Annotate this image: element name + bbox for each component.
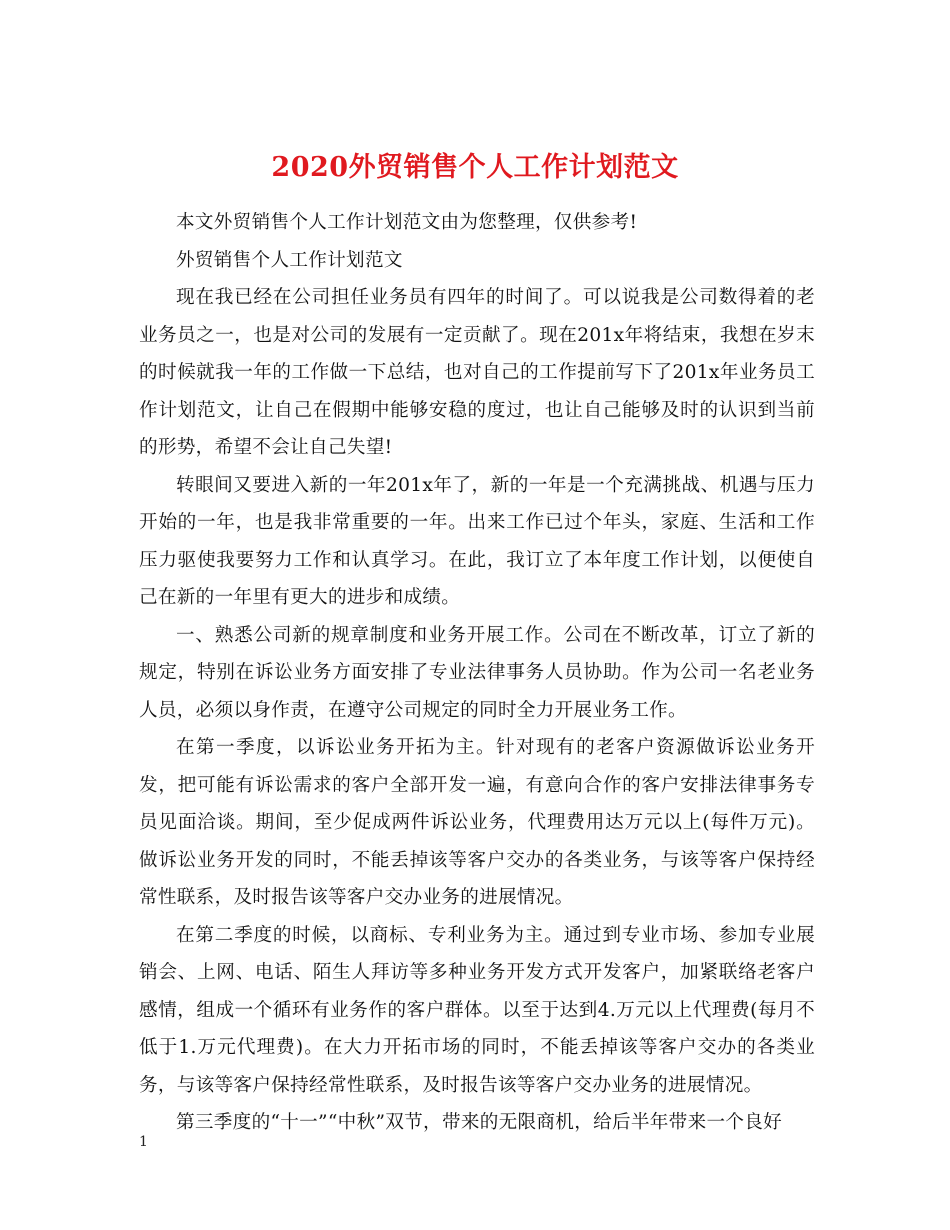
body-paragraph: 第三季度的“十一”“中秋”双节，带来的无限商机，给后半年带来一个良好 xyxy=(176,1112,783,1133)
body-paragraph: 一、熟悉公司新的规章制度和业务开展工作。公司在不断改革，订立了新的规定，特别在诉讼业务方面安排了专业法律事务人员协助。作为公司一名老业务人员，必须以身作责，在遵守公司规定的同时全力开展业务工作。 xyxy=(139,624,815,721)
document-title: 2020外贸销售个人工作计划范文 xyxy=(271,152,679,184)
document-body xyxy=(139,204,815,1142)
body-paragraph: 在第一季度，以诉讼业务开拓为主。针对现有的老客户资源做诉讼业务开发，把可能有诉讼需求的客户全部开发一遍，有意向合作的客户安排法律事务专员见面洽谈。期间，至少促成两件诉讼业务，代理费用达万元以上(每件万元)。做诉讼业务开发的同时，不能丢掉该等客户交办的各类业务，与该等客户保持经常性联系，及时报告该等客户交办业务的进展情况。 xyxy=(139,737,815,908)
page-number: 1 xyxy=(139,1134,148,1150)
intro-paragraph: 本文外贸销售个人工作计划范文由为您整理，仅供参考! xyxy=(176,212,638,233)
body-paragraph: 现在我已经在公司担任业务员有四年的时间了。可以说我是公司数得着的老业务员之一，也是对公司的发展有一定贡献了。现在201x年将结束，我想在岁末的时候就我一年的工作做一下总结，也对自己的工作提前写下了201x年业务员工作计划范文，让自己在假期中能够安稳的度过，也让自己能够及时的认识到当前的形势，希望不会让自己失望! xyxy=(139,287,815,458)
body-paragraph: 转眼间又要进入新的一年201x年了，新的一年是一个充满挑战、机遇与压力开始的一年，也是我非常重要的一年。出来工作已过个年头，家庭、生活和工作压力驱使我要努力工作和认真学习。在此，我订立了本年度工作计划，以便使自己在新的一年里有更大的进步和成绩。 xyxy=(139,474,815,608)
body-paragraph: 在第二季度的时候，以商标、专利业务为主。通过到专业市场、参加专业展销会、上网、电话、陌生人拜访等多种业务开发方式开发客户，加紧联络老客户感情，组成一个循环有业务作的客户群体。以至于达到4.万元以上代理费(每月不低于1.万元代理费)。在大力开拓市场的同时，不能丢掉该等客户交办的各类业务，与该等客户保持经常性联系，及时报告该等客户交办业务的进展情况。 xyxy=(139,924,815,1096)
subtitle-paragraph: 外贸销售个人工作计划范文 xyxy=(176,249,403,271)
